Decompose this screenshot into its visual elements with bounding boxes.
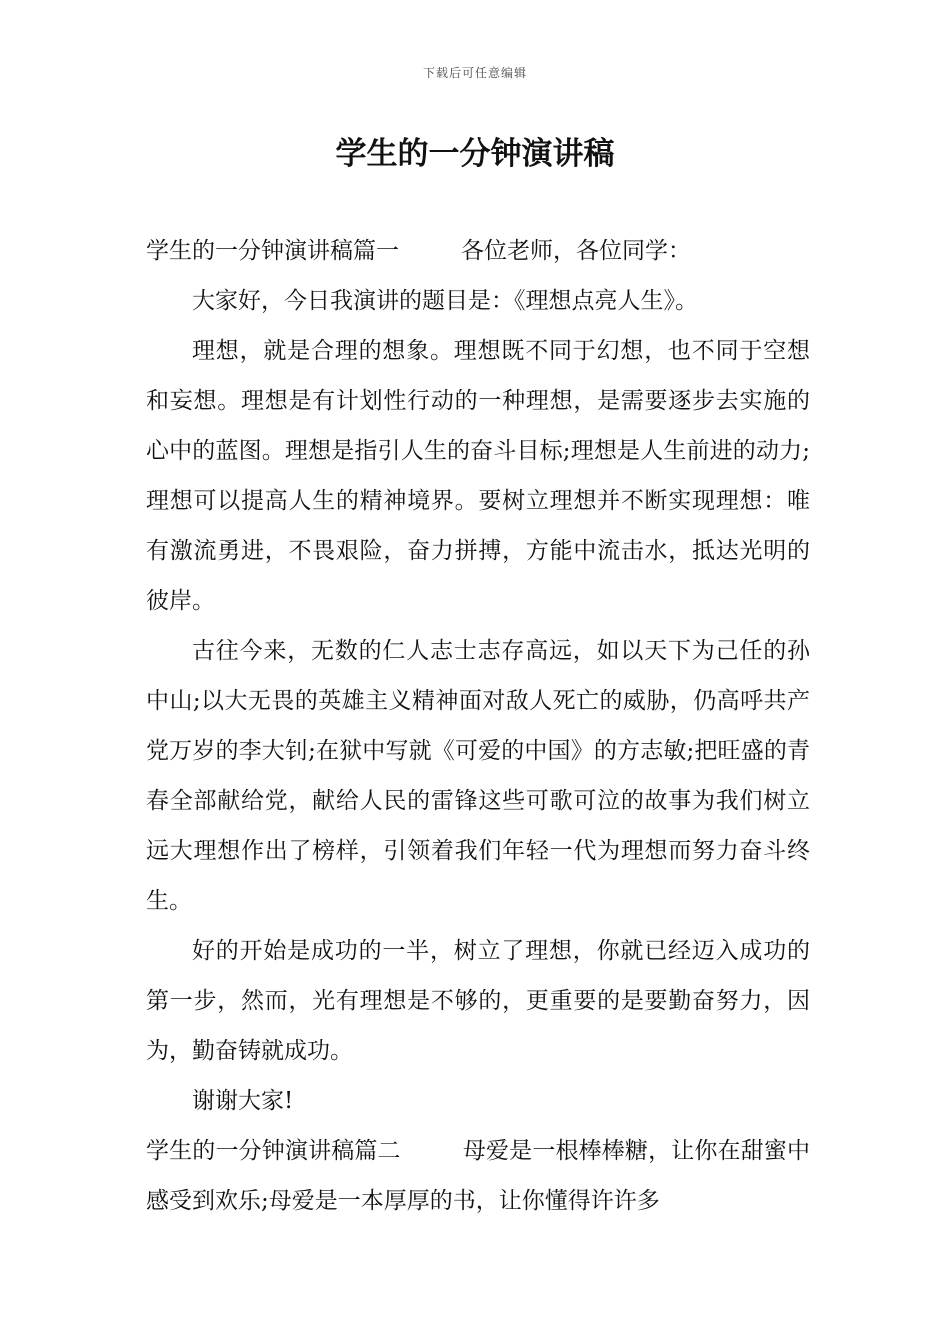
section1-salutation: 各位老师，各位同学： bbox=[461, 238, 691, 264]
paragraph: 好的开始是成功的一半，树立了理想，你就已经迈入成功的第一步，然而，光有理想是不够的，更重要的是要勤奋努力，因为，勤奋铸就成功。 bbox=[146, 938, 810, 1064]
paragraph: 谢谢大家! bbox=[192, 1088, 294, 1114]
section2-heading: 学生的一分钟演讲稿篇二 bbox=[146, 1138, 401, 1164]
section2-opening: 母爱是一根棒棒糖，让你在甜蜜中感受到欢乐;母爱是一本厚厚的书，让你懂得许许多 bbox=[146, 1138, 811, 1214]
section1-heading: 学生的一分钟演讲稿篇一 bbox=[146, 238, 399, 264]
header-note: 下载后可任意编辑 bbox=[422, 66, 527, 80]
document-body bbox=[146, 226, 810, 1226]
paragraph: 古往今来，无数的仁人志士志存高远，如以天下为己任的孙中山;以大无畏的英雄主义精神面对敌人死亡的威胁，仍高呼共产党万岁的李大钊;在狱中写就《可爱的中国》的方志敏;把旺盛的青春全部献给党，献给人民的雷锋这些可歌可泣的故事为我们树立远大理想作出了榜样，引领着我们年轻一代为理想而努力奋斗终生。 bbox=[146, 638, 810, 914]
paragraph: 大家好，今日我演讲的题目是：《理想点亮人生》。 bbox=[192, 288, 698, 314]
paragraph: 理想，就是合理的想象。理想既不同于幻想，也不同于空想和妄想。理想是有计划性行动的一种理想，是需要逐步去实施的心中的蓝图。理想是指引人生的奋斗目标;理想是人生前进的动力;理想可以提高人生的精神境界。要树立理想并不断实现理想：唯有激流勇进，不畏艰险，奋力拼搏，方能中流击水，抵达光明的彼岸。 bbox=[146, 338, 810, 614]
document-title: 学生的一分钟演讲稿 bbox=[335, 136, 615, 172]
section1-intro bbox=[146, 226, 810, 276]
section2-intro bbox=[146, 1126, 810, 1226]
